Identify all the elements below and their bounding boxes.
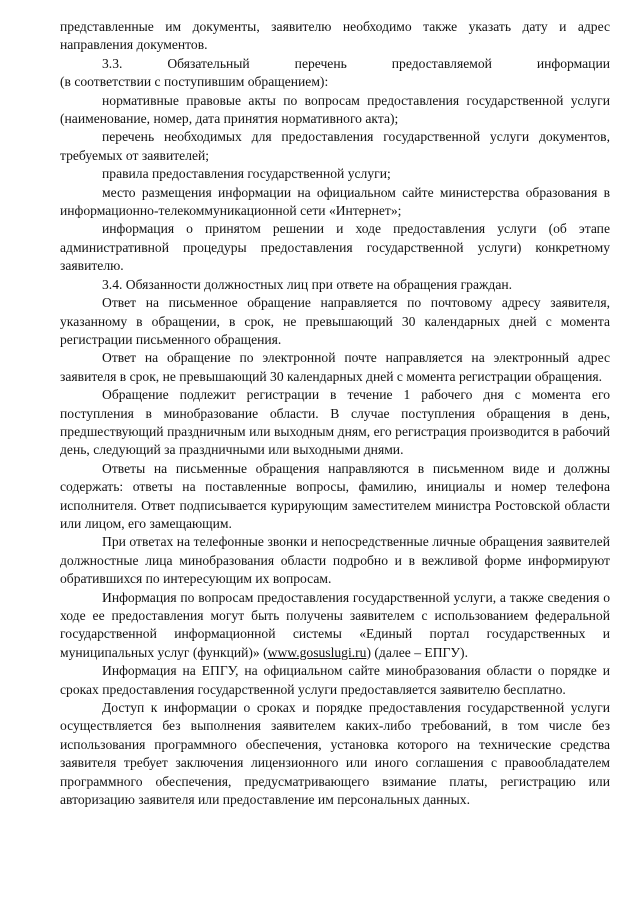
- list-item: нормативные правовые акты по вопросам предоставления государственной услуги (наименование, номер, дата принятия нормативного акта);: [60, 92, 610, 127]
- paragraph: Доступ к информации о сроках и порядке предоставления государственной услуги осуществляется без выполнения заявителем каких-либо требований, в том числе без использования программного обеспечения, установка которого на технические средства заявителя требует заключения лицензионного или иного соглашения с правообладателем программного обеспечения, предусматривающего взимание платы, регистрацию или авторизацию заявителя или предоставление им персональных данных.: [60, 700, 610, 808]
- paragraph: При ответах на телефонные звонки и непосредственные личные обращения заявителей должностные лица минобразования области подробно и в вежливой форме информируют обратившихся по интересующим их вопросам.: [60, 534, 610, 587]
- paragraph: Ответ на письменное обращение направляется по почтовому адресу заявителя, указанному в обращении, в срок, не превышающий 30 календарных дней с момента регистрации письменного обращения.: [60, 295, 610, 347]
- paragraph: Ответы на письменные обращения направляются в письменном виде и должны содержать: ответы на поставленные вопросы, фамилию, инициалы и номер телефона исполнителя. Ответ подписывается курирующим заместителем министра Ростовской области или лицом, его замещающим.: [60, 460, 610, 531]
- list-item: место размещения информации на официальном сайте министерства образования в информационно-телекоммуникационной сети «Интернет»;: [60, 184, 610, 219]
- paragraph: (в соответствии с поступившим обращением):: [60, 74, 329, 90]
- paragraph-epgu: [60, 589, 610, 663]
- document-page: [60, 18, 610, 809]
- list-item: информация о принятом решении и ходе предоставления услуги (об этапе административной процедуры предоставления государственной услуги) конкретному заявителю.: [60, 221, 610, 274]
- section-heading-3-3: 3.3. Обязательный перечень предоставляемой информации: [102, 55, 610, 71]
- paragraph: Информация на ЕПГУ, на официальном сайте минобразования области о порядке и сроках предоставления государственной услуги предоставляется заявителю бесплатно.: [60, 663, 610, 697]
- paragraph: представленные им документы, заявителю необходимо также указать дату и адрес направления документов.: [60, 19, 610, 53]
- paragraph: Обращение подлежит регистрации в течение 1 рабочего дня с момента его поступления в минобразование области. В случае поступления обращения в день, предшествующий праздничным или выходным дням, его регистрация производится в рабочий день, следующий за праздничными или выходными днями.: [60, 387, 610, 458]
- paragraph-text: Информация по вопросам предоставления государственной услуги, а также сведения о ходе ее предоставления могут быть получены заявителем с использованием федеральной государственной информационной системы «Единый портал государственных и муниципальных услуг (функций)» (: [60, 589, 610, 660]
- section-heading-3-4: 3.4. Обязанности должностных лиц при ответе на обращения граждан.: [102, 276, 513, 292]
- gosuslugi-link[interactable]: www.gosuslugi.ru: [267, 644, 367, 660]
- list-item: правила предоставления государственной услуги;: [102, 166, 391, 182]
- paragraph: Ответ на обращение по электронной почте направляется на электронный адрес заявителя в срок, не превышающий 30 календарных дней с момента регистрации обращения.: [60, 350, 610, 384]
- list-item: перечень необходимых для предоставления государственной услуги документов, требуемых от заявителей;: [60, 129, 610, 163]
- paragraph-text: ) (далее – ЕПГУ).: [366, 644, 468, 660]
